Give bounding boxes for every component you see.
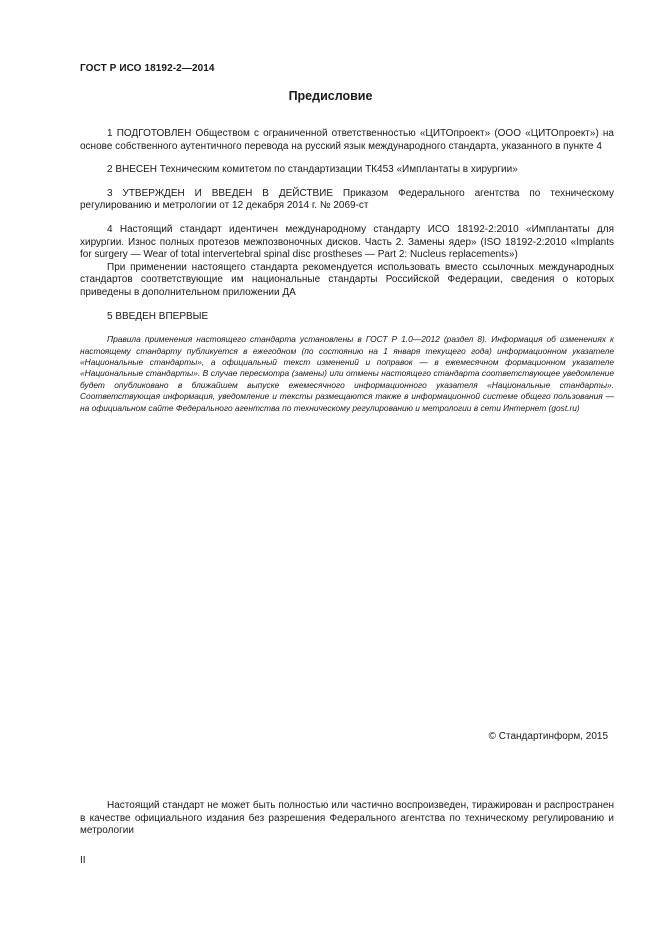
reproduction-notice — [80, 800, 614, 838]
copyright-notice: © Стандартинформ, 2015 — [488, 731, 608, 742]
paragraph-approved: 3 УТВЕРЖДЕН И ВВЕДЕН В ДЕЙСТВИЕ Приказом Федерального агентства по техническому регулированию и метрологии от 12 декабря 2014 г. № 2069-ст — [80, 187, 614, 212]
paragraph-identical-standard: 4 Настоящий стандарт идентичен международному стандарту ИСО 18192-2:2010 «Имплантаты для хирургии. Износ полных протезов межпозвоночных дисков. Часть 2. Замены ядер» (ISO 18192-2:2010 «Implants for surgery — Wear of total intervertebral spinal disc prostheses — Part 2: Nucleus replacements») — [80, 223, 614, 261]
paragraph-prepared-by: 1 ПОДГОТОВЛЕН Обществом с ограниченной ответственностью «ЦИТОпроект» (ООО «ЦИТОпроект») на основе собственного аутентичного перевода на русский язык международного стандарта, указанного в пункте 4 — [80, 128, 614, 152]
paragraph-reference-usage: При применении настоящего стандарта рекомендуется использовать вместо ссылочных международных стандартов соответствующие им национальные стандарты Российской Федерации, сведения о которых приведены в дополнительном приложении ДА — [80, 261, 614, 298]
document-code-header: ГОСТ Р ИСО 18192-2—2014 — [80, 63, 215, 74]
paragraph-introduced-by: 2 ВНЕСЕН Техническим комитетом по стандартизации ТК453 «Имплантаты в хирургии» — [107, 164, 518, 176]
application-rules-note: Правила применения настоящего стандарта установлены в ГОСТ Р 1.0—2012 (раздел 8). Информация об изменениях к настоящему стандарту публикуется в ежегодном (по состоянию на 1 января текущего года) информационном указателе «Национальные стандарты», а официальный текст изменений и поправок — в ежемесячном формационном указателе «Национальные стандарты». В случае пересмотра (замены) или отмены настоящего стандарта соответствующее уведомление будет опубликовано в ближайшем выпуске ежемесячного информационного указателя «Национальные стандарты». Соответствующая информация, уведомление и тексты размещаются также в информационной системе общего пользования — на официальном сайте Федерального агентства по техническому регулированию и метрологии в сети Интернет (gost.ru) — [80, 334, 614, 413]
reproduction-notice-text: Настоящий стандарт не может быть полностью или частично воспроизведен, тиражирован и распространен в качестве официального издания без разрешения Федерального агентства по техническому регулированию и метрологии — [80, 800, 614, 837]
paragraph-first-introduced: 5 ВВЕДЕН ВПЕРВЫЕ — [107, 310, 209, 322]
page-title: Предисловие — [288, 89, 373, 103]
page-number: II — [80, 855, 86, 866]
foreword-body — [80, 128, 614, 414]
